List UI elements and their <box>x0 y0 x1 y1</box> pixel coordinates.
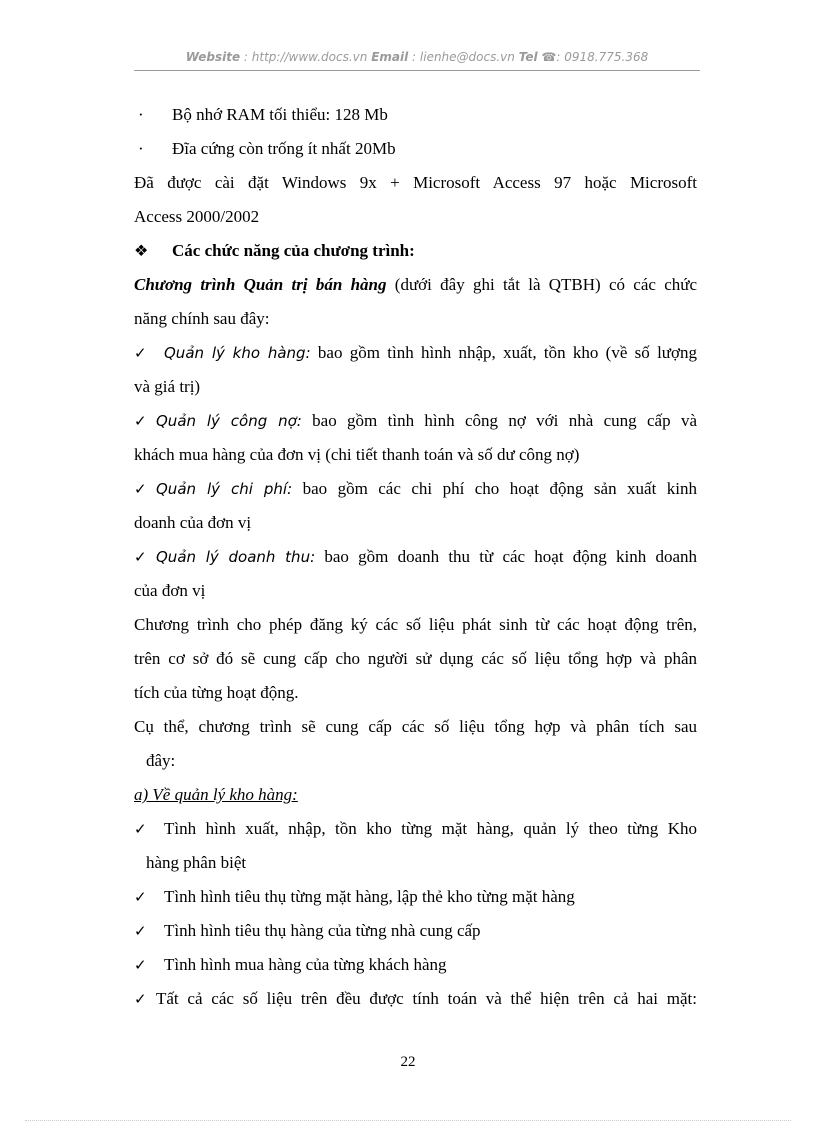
inventory-item <box>134 948 697 982</box>
bullet-ram-text: Bộ nhớ RAM tối thiểu: 128 Mb <box>172 105 388 124</box>
intro-rest: (dưới đây ghi tắt là QTBH) có các chức <box>386 275 698 294</box>
paragraph-line: trên cơ sở đó sẽ cung cấp cho người sử dụng các số liệu tổng hợp và phân <box>134 649 697 668</box>
section-heading-text: Các chức năng của chương trình: <box>172 241 415 260</box>
feature-cost-desc: bao gồm các chi phí cho hoạt động sản xuất kinh <box>292 479 697 498</box>
check-icon: ✓ <box>134 922 147 940</box>
inventory-item-text: Tình hình xuất, nhập, tồn kho từng mặt hàng, quản lý theo từng Kho <box>164 819 697 838</box>
feature-inventory-desc: bao gồm tình hình nhập, xuất, tồn kho (về số lượng <box>310 343 697 362</box>
requirement-line-cont: Access 2000/2002 <box>134 207 260 226</box>
feature-cost-cont: doanh của đơn vị <box>134 513 252 532</box>
feature-revenue-term: Quản lý doanh thu: <box>156 548 316 566</box>
subheading <box>134 778 697 812</box>
check-icon: ✓ <box>134 412 147 430</box>
requirement-line: Đã được cài đặt Windows 9x + Microsoft Access 97 hoặc Microsoft <box>134 173 697 192</box>
inventory-item <box>134 880 697 914</box>
check-icon: ✓ <box>134 820 147 838</box>
inventory-item-text: Tình hình tiêu thụ hàng của từng nhà cung cấp <box>164 921 481 940</box>
feature-inventory-term: Quản lý kho hàng: <box>164 344 311 362</box>
check-icon: ✓ <box>134 344 147 362</box>
check-icon: ✓ <box>134 990 147 1008</box>
website-label: Website <box>185 50 241 64</box>
feature-inventory <box>134 336 697 370</box>
bullet-dot-icon: · <box>138 105 144 124</box>
phone-icon: ☎ <box>541 50 557 64</box>
bullet-dot-icon: · <box>138 139 144 158</box>
feature-revenue-cont: của đơn vị <box>134 581 206 600</box>
feature-cost-term: Quản lý chi phí: <box>156 480 293 498</box>
feature-revenue-desc: bao gồm doanh thu từ các hoạt động kinh doanh <box>315 547 697 566</box>
bullet-ram <box>134 98 697 132</box>
check-icon: ✓ <box>134 480 147 498</box>
tel-value: : 0918.775.368 <box>556 50 649 64</box>
feature-debt-desc: bao gồm tình hình công nợ với nhà cung cấp và <box>301 411 697 430</box>
feature-debt-term: Quản lý công nợ: <box>156 412 302 430</box>
inventory-item-text: Tình hình tiêu thụ từng mặt hàng, lập thẻ kho từng mặt hàng <box>164 887 575 906</box>
feature-debt <box>134 404 697 438</box>
feature-revenue <box>134 540 697 574</box>
feature-inventory-cont: và giá trị) <box>134 377 201 396</box>
check-icon: ✓ <box>134 956 147 974</box>
section-heading <box>134 234 697 268</box>
page-header <box>134 50 700 64</box>
email-label: Email <box>371 50 409 64</box>
intro-line <box>134 268 697 302</box>
paragraph-line: Chương trình cho phép đăng ký các số liệu phát sinh từ các hoạt động trên, <box>134 615 697 634</box>
feature-cost <box>134 472 697 506</box>
bullet-disk-text: Đĩa cứng còn trống ít nhất 20Mb <box>172 139 396 158</box>
inventory-item-text: Tất cả các số liệu trên đều được tính toán và thể hiện trên cả hai mặt: <box>156 989 697 1008</box>
subheading-text: a) Về quản lý kho hàng: <box>134 785 298 804</box>
inventory-item-cont: hàng phân biệt <box>146 853 247 872</box>
page-number: 22 <box>400 1054 416 1070</box>
intro-line-cont: năng chính sau đây: <box>134 309 270 328</box>
paragraph-line: tích của từng hoạt động. <box>134 683 299 702</box>
tel-label: Tel <box>518 50 538 64</box>
bottom-divider <box>25 1120 791 1121</box>
email-value: : lienhe@docs.vn <box>412 50 515 64</box>
inventory-item-text: Tình hình mua hàng của từng khách hàng <box>164 955 447 974</box>
feature-debt-cont: khách mua hàng của đơn vị (chi tiết thanh toán và số dư công nợ) <box>134 445 580 464</box>
inventory-item <box>134 982 697 1016</box>
header-rule <box>134 70 700 71</box>
check-icon: ✓ <box>134 548 147 566</box>
check-icon: ✓ <box>134 888 147 906</box>
inventory-item <box>134 914 697 948</box>
website-value: : http://www.docs.vn <box>243 50 368 64</box>
inventory-item <box>134 812 697 846</box>
program-name: Chương trình Quản trị bán hàng <box>134 275 387 294</box>
paragraph-line: Cụ thể, chương trình sẽ cung cấp các số liệu tổng hợp và phân tích sau <box>134 717 697 736</box>
paragraph-line: đây: <box>146 751 176 770</box>
document-body <box>134 98 697 1016</box>
bullet-disk <box>134 132 697 166</box>
diamond-icon: ❖ <box>134 243 149 260</box>
